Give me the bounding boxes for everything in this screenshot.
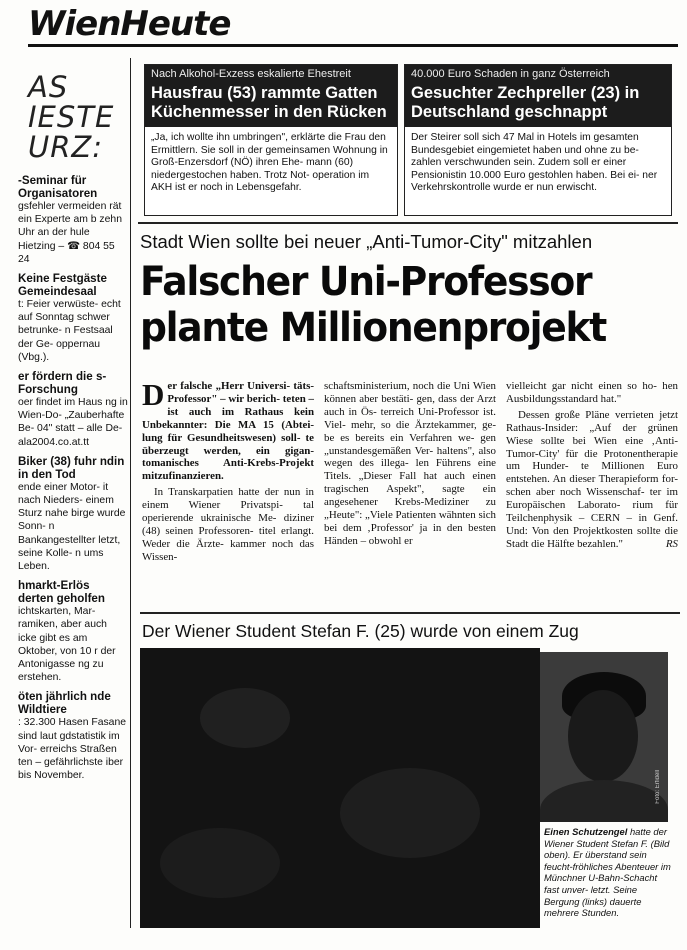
story-paragraph: In Transkarpatien hatte der nun in einem Wiener Privatspi- tal operierende ukrainische Me- diziner (48) seinen Professoren- titel erlangt. Weder die Ärzte- kammer noch das Wissen-	[142, 486, 314, 563]
box-kicker: Nach Alkohol-Exzess eskalierte Ehestreit	[145, 65, 397, 83]
short-news-heading: er fördern die s-Forschung	[18, 370, 107, 397]
news-box-right	[404, 64, 672, 216]
short-news-text: ende einer Motor- it nach Nieders- einem Sturz nahe birge wurde Sonn- n Bankangestellter letzt, seine Kolle- n ums Leben.	[18, 481, 126, 573]
rescue-photo	[140, 648, 540, 928]
photo-shape	[160, 828, 280, 898]
short-news-item	[18, 272, 128, 364]
caption-text: hatte der Wiener Student Stefan F. (Bild oben). Er überstand sein feucht-fröhliches Abenteuer im Münchner U-Bahn-Schacht fast unver- letzt. Seine Bergung (links) dauerte mehrere Stunden.	[544, 826, 671, 919]
story-paragraph: schaftsministerium, noch die Uni Wien können aber bestäti- gen, dass der Arzt auch in Ös- terreich Uni-Professor ist. Viel- mehr, so die Ärztekammer, ge- be es bereits ein Verfahren we- gen „unstandesgemäßen Ver- haltens", also wegen des illega- len Führens eine Titels. „Dieser Fall hat auch einen tragischen Aspekt", sagte ein angesehener Krebs-Mediziner zu „Heute": „Viele Patienten wähnten sich bei dem ‚Professor' ja in den besten Händen – obwohl er	[324, 380, 496, 547]
short-news-text: : 32.300 Hasen Fasane sind laut gdstatistik im Vor- erreichs Straßen ten – gefährlichste iber bis November.	[18, 717, 127, 782]
left-column-title-line: URZ:	[28, 130, 104, 164]
masthead: WienHeute	[28, 4, 231, 44]
short-news-text: ichtskarten, Mar- ramiken, aber auch icke gibt es am Oktober, von 10 r der Antonigasse ng zu erstehen.	[18, 606, 116, 684]
headline-line: plante Millionenprojekt	[140, 303, 606, 351]
box-headline: Hausfrau (53) rammte Gatten Küchenmesser in den Rücken	[145, 83, 397, 127]
short-news-text: oer findet im Haus ng in Wien-Do- „Zauberhafte Be- 04" statt – alle De- ala2004.co.at.tt	[18, 397, 128, 448]
photo-shape	[200, 688, 290, 748]
short-news-heading: hmarkt-Erlös derten geholfen	[18, 579, 105, 606]
left-column-title	[28, 72, 130, 162]
story-column	[324, 380, 496, 608]
main-story-subhead: Stadt Wien sollte bei neuer „Anti-Tumor-City" mitzahlen	[140, 231, 593, 252]
short-news-heading: Biker (38) fuhr ndin in den Tod	[18, 454, 125, 481]
story-column	[506, 380, 678, 608]
short-news-heading: öten jährlich nde Wildtiere	[18, 690, 111, 717]
story-paragraph-text: Dessen große Pläne verrieten jetzt Rathaus-Insider: „Auf der grünen Wiese sollte bei Wien eine ‚Anti-Tumor-City' für die Protonentherapie um Hunder- te Millionen Euro entstehen. An dieser Therapieform for- schen aber noch Wissenschaf- ter im Europäischen Laborato- rium für Teilchenphysik – CERN – in Genf. Und: Von den Projektkosten sollte die Stadt die Hälfte bezahlen."	[506, 408, 678, 550]
left-news-column	[18, 58, 131, 928]
short-news-heading: -Seminar für Organisatoren	[18, 174, 98, 200]
masthead-rule	[28, 44, 678, 47]
caption-lead: Einen Schutzengel	[544, 826, 628, 837]
section-rule	[140, 612, 680, 614]
drop-cap: D	[142, 377, 165, 412]
main-story-headline	[140, 258, 647, 350]
photo-credit: Foto: Erfidell	[655, 770, 661, 804]
section-rule	[138, 222, 678, 224]
news-box-left	[144, 64, 398, 216]
box-body: Der Steirer soll sich 47 Mal in Hotels im gesamten Bundesgebiet eingemietet haben und ohne zu be- zahlen verschwunden sein. Zudem soll er einer Pensionistin 10.000 Euro gestohlen haben. Bei ei- ner Verkehrskontrolle wurde er nun erwischt.	[411, 132, 658, 194]
story-column	[142, 377, 314, 608]
story-paragraph	[506, 409, 678, 551]
short-news-item	[18, 455, 128, 573]
photo-shape	[340, 768, 480, 858]
portrait-face	[568, 690, 638, 782]
short-news-text: t: Feier verwüste- echt auf Sonntag schwer betrunke- n Festsaal der Ge- oppernau (Vbg.).	[18, 299, 121, 363]
box-kicker: 40.000 Euro Schaden in ganz Österreich	[405, 65, 671, 83]
left-column-title-line: IESTE	[28, 100, 115, 134]
short-news-heading: Keine Festgäste Gemeindesaal	[18, 272, 107, 299]
main-story-body	[142, 377, 678, 608]
box-body: „Ja, ich wollte ihn umbringen", erklärte die Frau den Ermittlern. Sie soll in der gemeinsamen Wohnung in Groß-Enzersdorf (NÖ) ihren Ehe- mann (60) niedergestochen haben. Trotz Not- operation im AKH ist er noch in Lebensgefahr.	[151, 132, 388, 194]
left-column-title-line: AS	[28, 70, 69, 104]
short-news-text: gsfehler vermeiden rät ein Experte am b zehn Uhr an der hule Hietzing – ☎ 804 55 24	[18, 201, 122, 265]
box-headline: Gesuchter Zechpreller (23) in Deutschland geschnappt	[405, 83, 671, 127]
portrait-shoulders	[540, 780, 668, 822]
short-news-item	[18, 370, 128, 449]
short-news-item	[18, 690, 128, 782]
short-news-item	[18, 579, 128, 684]
portrait-photo	[540, 652, 668, 822]
headline-line: Falscher Uni-Professor	[140, 257, 592, 305]
story-lead-paragraph: er falsche „Herr Universi- täts-Professor" – wir berich- teten – ist auch im Rathaus kein Unbekannter: Die MA 15 (Abtei- lung für Gesundheitswesen) soll- te überzeugt werden, ein gigan- tomanisches Anti-Krebs-Projekt mitzufinanzieren.	[142, 380, 314, 483]
story-paragraph: vielleicht gar nicht einen so ho- hen Ausbildungsstandard hat."	[506, 380, 678, 405]
short-news-item	[18, 174, 128, 266]
photo-caption	[544, 826, 672, 919]
teaser-headline: Der Wiener Student Stefan F. (25) wurde von einem Zug	[142, 621, 579, 641]
author-signature: RS	[665, 537, 678, 550]
